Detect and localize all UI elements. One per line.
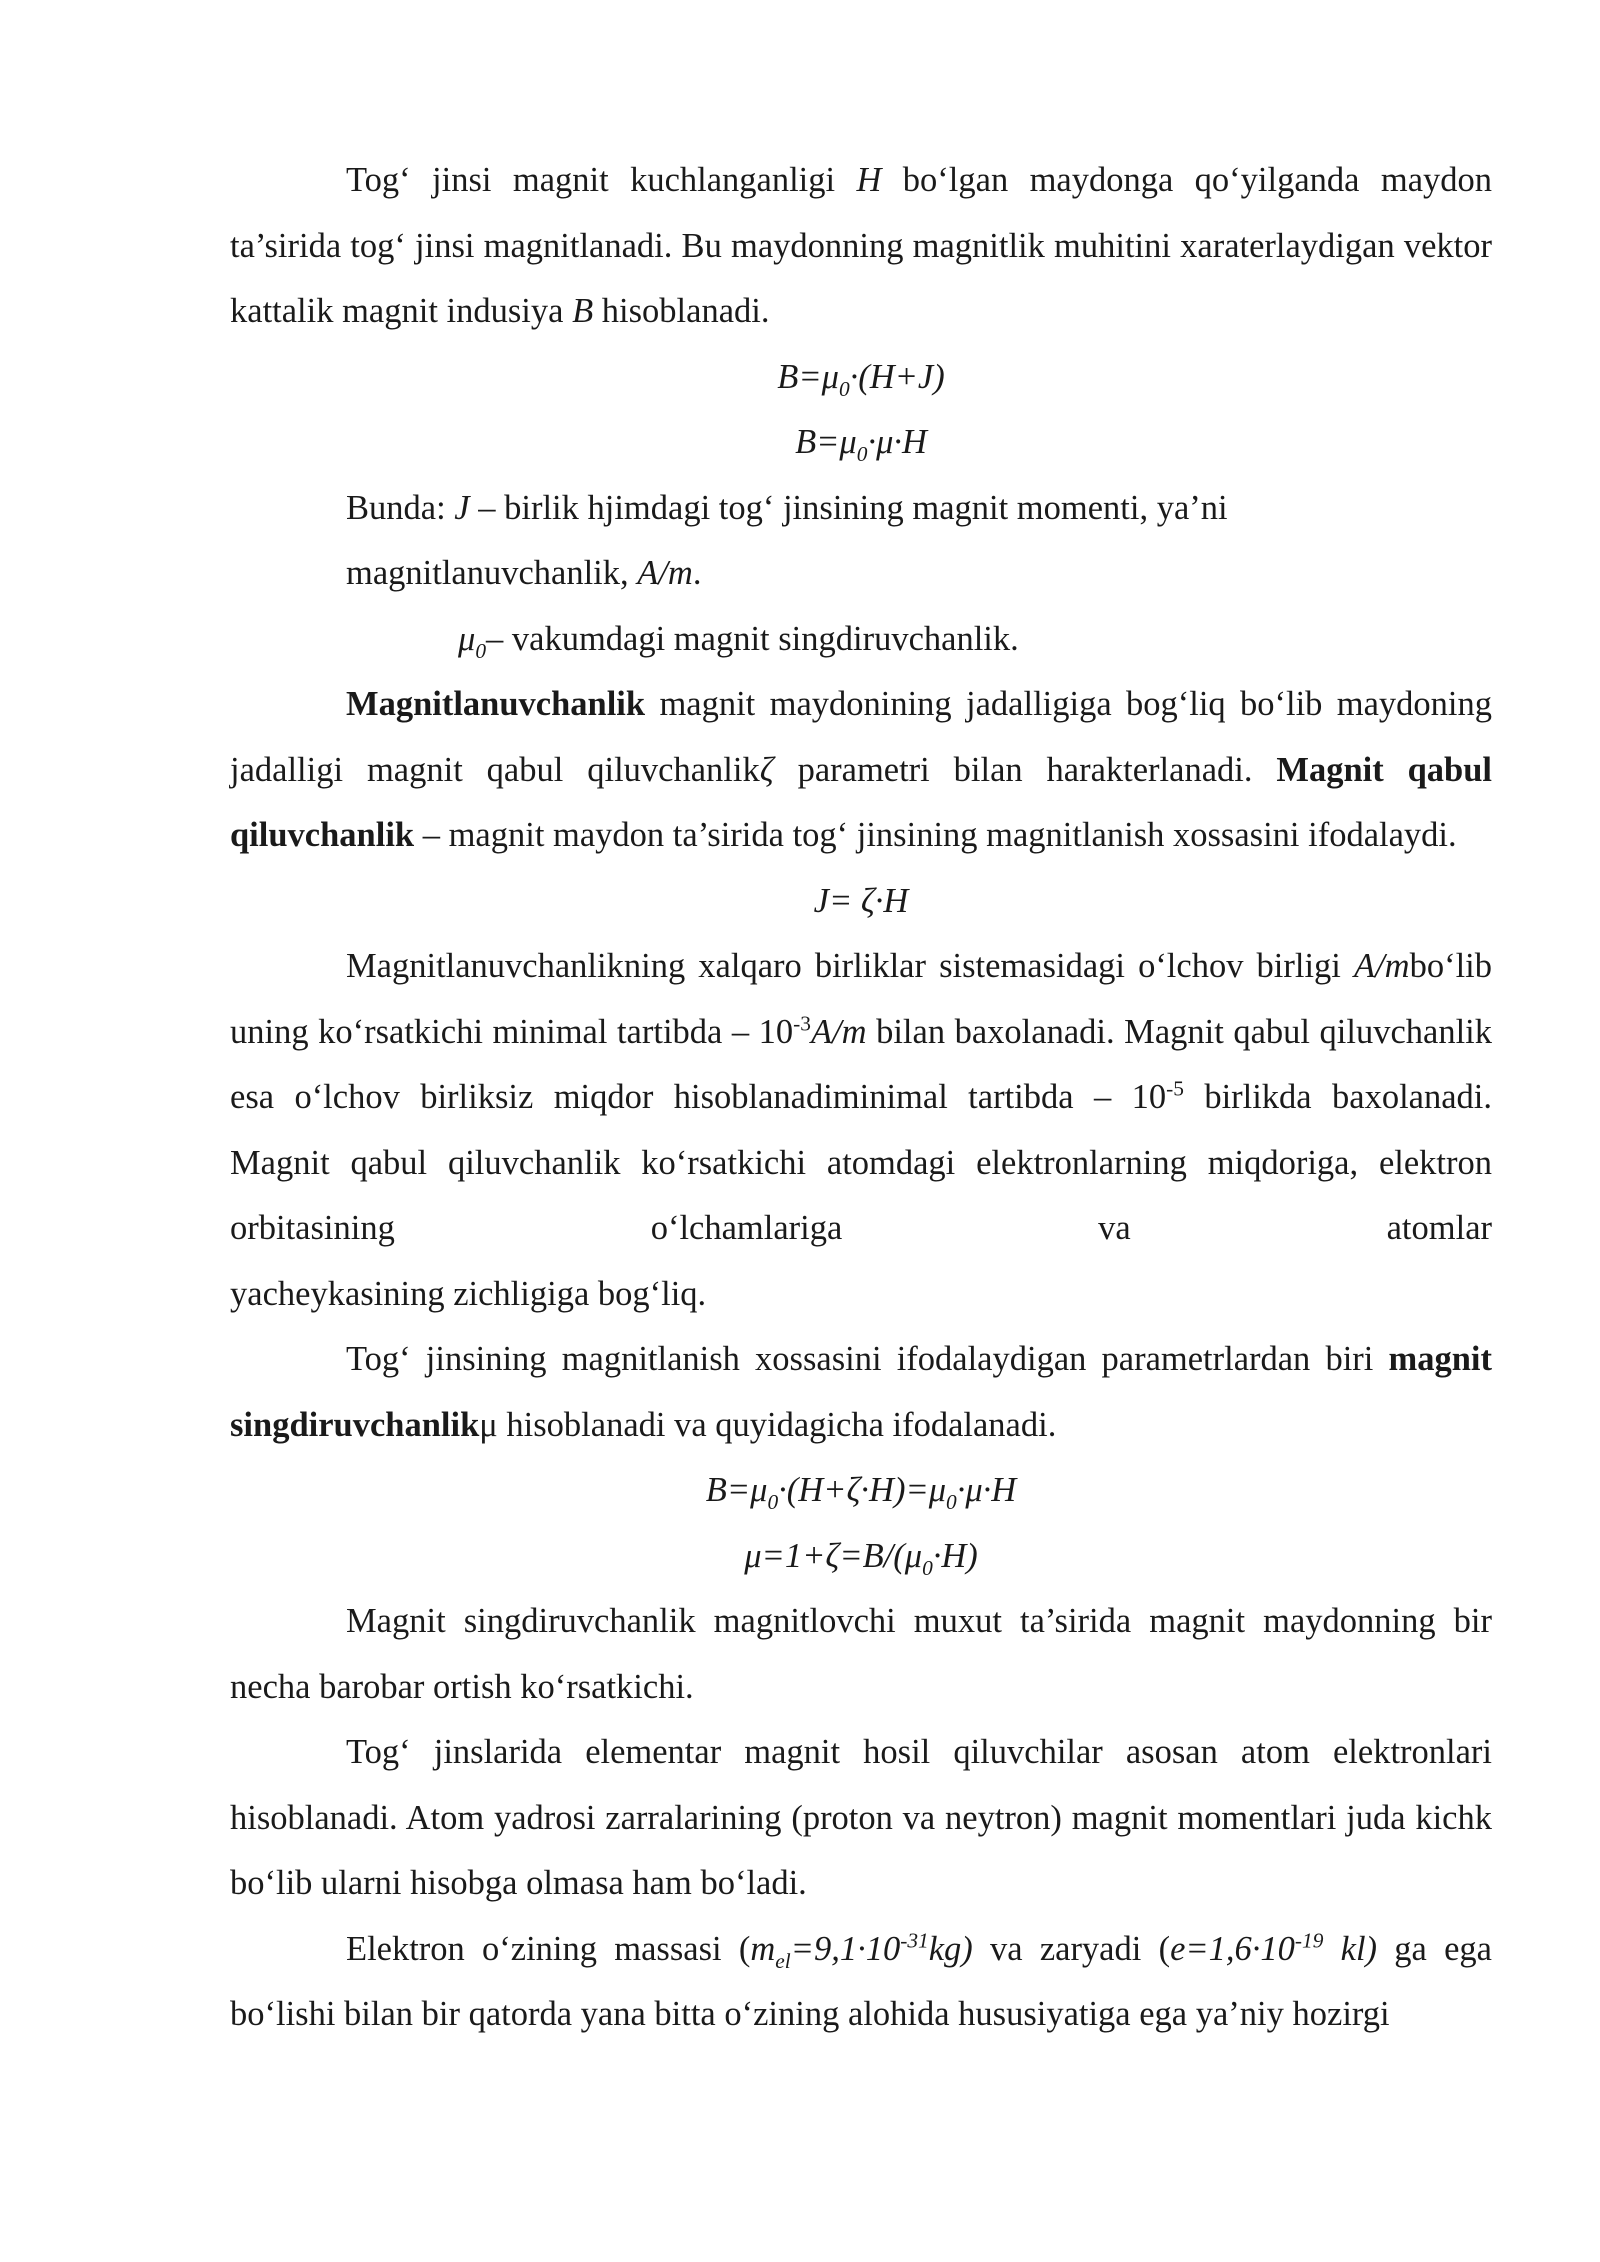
- value: =9,1·10: [790, 1929, 901, 1968]
- text: magnit maydonining jadalligiga bog‘liq bo‘lib maydoning jadalligi magnit qabul qiluvchanlik: [230, 685, 1492, 789]
- text: [1184, 1078, 1204, 1116]
- unit: kg): [928, 1929, 973, 1968]
- paragraph-5: [230, 1589, 1492, 1720]
- paragraph-4: [230, 1327, 1492, 1458]
- symbol-h: H: [856, 161, 882, 199]
- unit: A/m: [810, 1012, 867, 1051]
- bold-term: Magnit qabul qiluvchanlik: [230, 750, 1493, 854]
- paragraph-7: [230, 1917, 1492, 2048]
- text: Magnit singdiruvchanlik magnitlovchi muxut ta’sirida magnit maydonning bir necha barobar ortish ko‘rsatkichi.: [230, 1602, 1492, 1706]
- superscript: -3: [793, 1011, 811, 1035]
- text: – vakumdagi magnit singdiruvchanlik.: [486, 619, 1019, 658]
- text: bo‘lgan maydonga qo‘yilganda maydon ta’sirida tog‘ jinsi magnitlanadi. Bu maydonning magnitlik muhitini xaraterlaydigan vektor kattalik magnit indusiya: [230, 161, 1493, 330]
- equation-1: [230, 345, 1492, 411]
- text: hisoblanadi va quyidagicha ifodalanadi.: [497, 1405, 1057, 1444]
- text: B=μ: [705, 1471, 768, 1509]
- superscript: -31: [900, 1928, 929, 1952]
- text: ·μ·H: [867, 423, 927, 461]
- subscript: 0: [922, 1555, 933, 1580]
- subscript: 0: [475, 638, 487, 663]
- text: magnitlanuvchanlik,: [346, 554, 638, 592]
- unit: A/m: [637, 554, 693, 592]
- equation-3: [230, 869, 1492, 935]
- text: ·(H+ζ·H)=μ: [778, 1471, 947, 1509]
- superscript: -19: [1294, 1928, 1324, 1952]
- paragraph-2: [230, 672, 1492, 869]
- equation-4: [230, 1458, 1492, 1524]
- text: B=μ: [795, 423, 857, 461]
- subscript: el: [775, 1948, 791, 1973]
- paragraph-6: [230, 1720, 1492, 1917]
- text: – birlik hjimdagi tog‘ jinsining magnit momenti, ya’ni: [469, 488, 1228, 527]
- text: va zaryadi (: [972, 1929, 1171, 1968]
- definition-j-unit: [230, 541, 1492, 607]
- subscript: 0: [838, 376, 850, 401]
- text: .: [692, 554, 702, 592]
- symbol-mu: μ: [479, 1405, 498, 1444]
- text: hisoblanadi.: [593, 292, 770, 330]
- symbol-mu: μ: [458, 619, 476, 658]
- subscript: 0: [856, 441, 868, 466]
- text: Tog‘ jinsi magnit kuchlanganligi: [346, 161, 857, 199]
- unit: kl): [1323, 1929, 1378, 1968]
- text: Elektron o‘zining massasi (: [346, 1929, 751, 1968]
- text: ga ega bo‘lishi bilan bir qatorda yana bitta o‘zining alohida hususiyatiga ega ya’niy hozirgi: [230, 1929, 1492, 2033]
- subscript: 0: [946, 1489, 957, 1514]
- equation-2: [230, 410, 1492, 476]
- text: Tog‘ jinsining magnitlanish xossasini ifodalaydigan parametrlardan biri: [346, 1340, 1389, 1378]
- text: Magnitlanuvchanlikning xalqaro birliklar sistemasidagi o‘lchov birligi: [346, 947, 1354, 985]
- text: ·μ·H: [956, 1471, 1017, 1509]
- text: Tog‘ jinslarida elementar magnit hosil qiluvchilar asosan atom elektronlari hisoblanadi. Atom yadrosi zarralarining (proton va neytron) magnit momentlari juda kichk bo‘lib ularni hisobga olmasa ham bo‘ladi.: [230, 1733, 1492, 1902]
- symbol-j: J: [454, 488, 470, 527]
- text: B=μ: [777, 357, 839, 396]
- symbol-zeta: ζ: [759, 750, 774, 789]
- bold-term: magnit singdiruvchanlik: [230, 1340, 1492, 1444]
- text: Bunda:: [346, 488, 455, 527]
- text: birlikda baxolanadi. Magnit qabul qiluvchanlik ko‘rsatkichi atomdagi elektronlarning miqdoriga, elektron orbitasining o‘lchamlariga va atomlar: [230, 1078, 1492, 1247]
- value: e=1,6·10: [1170, 1929, 1295, 1968]
- text: bo‘lib uning ko‘rsatkichi minimal tartibda – 10: [230, 947, 1492, 1051]
- definition-j: [230, 476, 1492, 542]
- text: J= ζ·H: [813, 881, 909, 920]
- equation-5: [230, 1524, 1492, 1590]
- text: yacheykasining zichligiga bog‘liq.: [230, 1274, 707, 1313]
- paragraph-3-end: [230, 1262, 1492, 1328]
- superscript: -5: [1166, 1076, 1184, 1101]
- paragraph-3: [230, 934, 1492, 1262]
- text: – magnit maydon ta’sirida tog‘ jinsining magnitlanish xossasini ifodalaydi.: [414, 816, 1457, 854]
- text: μ=1+ζ=B/(μ: [744, 1536, 923, 1575]
- unit: A/m: [1354, 947, 1410, 985]
- definition-mu0: [230, 607, 1492, 673]
- paragraph-1: [230, 148, 1492, 345]
- symbol-b: B: [572, 292, 594, 330]
- text: ·(H+J): [849, 357, 945, 396]
- symbol-m: m: [750, 1929, 776, 1968]
- text: bilan baxolanadi. Magnit qabul qiluvchanlik esa o‘lchov birliksiz miqdor hisoblanadiminimal tartibda – 10: [230, 1012, 1492, 1116]
- subscript: 0: [767, 1489, 779, 1514]
- document-page: [230, 148, 1492, 2048]
- bold-term: Magnitlanuvchanlik: [346, 685, 646, 723]
- text: ·H): [932, 1536, 978, 1575]
- text: parametri bilan harakterlanadi.: [773, 750, 1277, 789]
